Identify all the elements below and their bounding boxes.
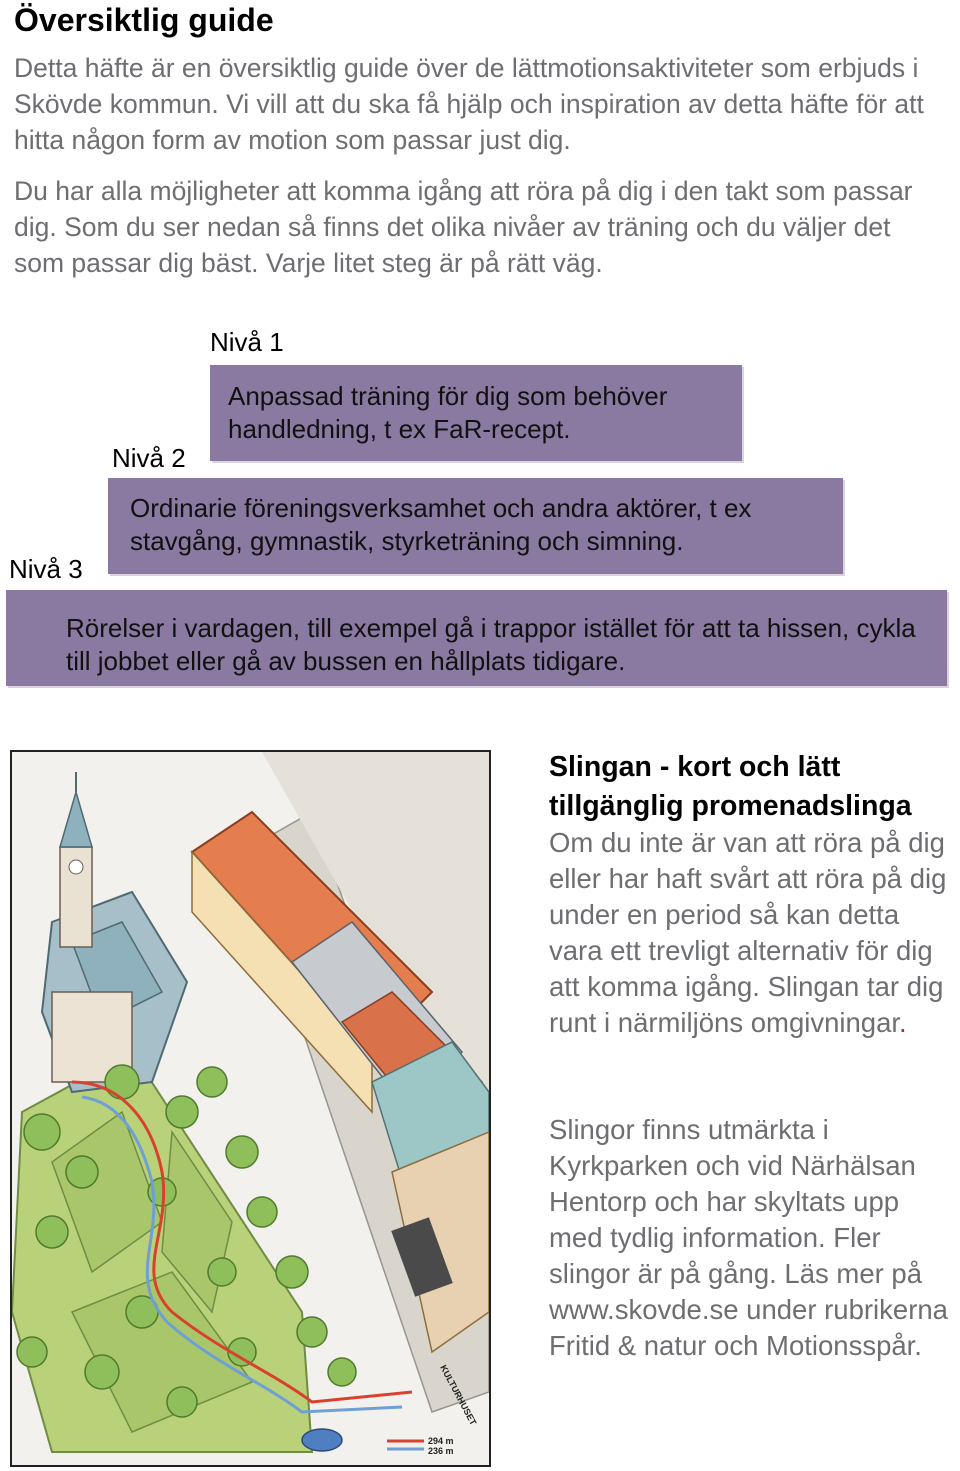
level-3-label: Nivå 3 xyxy=(9,554,83,584)
slingan-paragraph-1-text: Om du inte är van att röra på dig eller har haft svårt att röra på dig under en period så kan detta vara ett trevligt alternativ för dig att komma igång. Slingan tar dig runt i närmiljöns omgivningar xyxy=(549,827,947,1038)
slingan-paragraph-1-end: . xyxy=(899,1007,907,1038)
level-2-label: Nivå 2 xyxy=(112,443,186,473)
intro-paragraph-1: Detta häfte är en översiktlig guide över de lättmotionsaktiviteter som erbjuds i Skövde kommun. Vi vill att du ska få hjälp och inspiration av detta häfte för att hitta någon form av motion som passar just dig. xyxy=(14,53,924,155)
slingan-paragraph-2: Slingor finns utmärkta i Kyrkparken och vid Närhälsan Hentorp och har skyltats upp med tydlig information. Fler slingor är på gång. Läs mer på www.skovde.se under rubrikerna Fritid & natur och Motionsspår. xyxy=(549,1114,948,1361)
level-3-text: Rörelser i vardagen, till exempel gå i trappor istället för att ta hissen, cykla till jobbet eller gå av bussen en hållplats tidigare. xyxy=(66,613,916,676)
level-1-text: Anpassad träning för dig som behöver handledning, t ex FaR-recept. xyxy=(228,381,668,444)
slingan-paragraph-1 xyxy=(549,825,960,1041)
slingan-map-illustration xyxy=(10,750,491,1467)
legend-long-route: 294 m xyxy=(428,1436,454,1446)
map-drawing xyxy=(12,752,489,1465)
level-2-text: Ordinarie föreningsverksamhet och andra aktörer, t ex stavgång, gymnastik, styrketräning och simning. xyxy=(130,493,752,556)
intro-paragraph-2: Du har alla möjligheter att komma igång att röra på dig i den takt som passar dig. Som du ser nedan så finns det olika nivåer av träning och du väljer det som passar dig bäst. Varje litet steg är på rätt väg. xyxy=(14,176,913,278)
legend-short-route: 236 m xyxy=(428,1446,454,1456)
street-sign: KULTURHUSET xyxy=(438,1363,479,1427)
level-1-label: Nivå 1 xyxy=(210,327,284,357)
page-title: Översiktlig guide xyxy=(14,2,274,38)
slingan-heading: Slingan - kort och lätt tillgänglig promenadslinga xyxy=(549,751,912,822)
car-icon xyxy=(302,1429,342,1451)
